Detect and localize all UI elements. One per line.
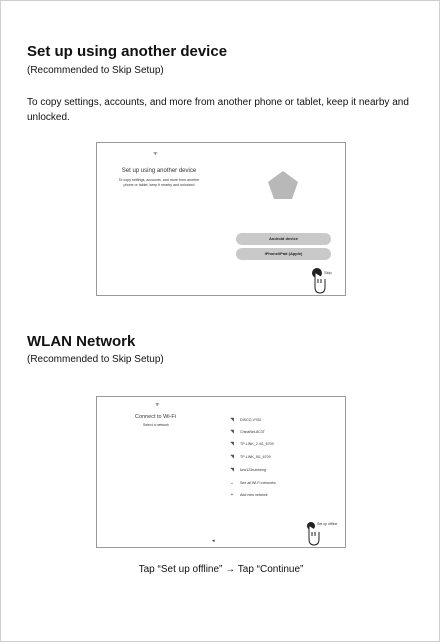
network-item[interactable]: ◥ DISCO-VY52: [228, 417, 261, 423]
wifi-lock-icon: ◥: [230, 429, 234, 435]
screenshot-wifi: [96, 396, 346, 548]
section2-title: WLAN Network: [27, 333, 136, 350]
wifi-icon: ᯤ: [155, 402, 160, 408]
section1-description: To copy settings, accounts, and more from another phone or tablet, keep it nearby and unlocked.: [27, 97, 409, 123]
plus-icon: +: [230, 492, 234, 498]
instruction-caption: Tap “Set up offline” → Tap “Continue”: [138, 564, 304, 575]
select-network-label: Select a network: [143, 423, 169, 427]
android-device-button[interactable]: Android device: [236, 233, 331, 245]
hand-pointer-icon: [309, 267, 327, 295]
iphone-ipad-button[interactable]: iPhone/iPad (Apple): [236, 248, 331, 260]
skip-button[interactable]: Skip: [324, 270, 332, 275]
see-all-networks[interactable]: ⌄ See all Wi-Fi networks: [229, 480, 276, 486]
hand-pointer-icon: [303, 521, 321, 547]
back-icon[interactable]: ◂: [212, 538, 215, 544]
screen-body: To copy settings, accounts, and more from another phone or tablet, keep it nearby and unlocked: [118, 178, 200, 187]
set-up-offline-button[interactable]: Set up offline: [317, 522, 338, 526]
wifi-lock-icon: ◥: [230, 467, 234, 473]
wifi-lock-icon: ◥: [230, 441, 234, 447]
screenshot-setup-device: [96, 142, 346, 296]
chevron-down-icon: ⌄: [229, 480, 235, 486]
wifi-lock-icon: ◥: [230, 417, 234, 423]
network-item[interactable]: ◥ ChinaNet-8C3T: [228, 429, 265, 435]
network-item[interactable]: ◥ kzw123ruisheng: [228, 467, 266, 473]
pentagon-icon: [267, 170, 299, 200]
section1-title: Set up using another device: [27, 43, 228, 60]
wifi-lock-icon: ◥: [230, 454, 234, 460]
add-new-network[interactable]: + Add new network: [228, 492, 268, 498]
wifi-heading: Connect to Wi-Fi: [135, 414, 176, 420]
network-item[interactable]: ◥ TP-LINK_2.4G_6709: [228, 441, 274, 447]
screen-heading: Set up using another device: [121, 168, 197, 174]
section2-subtitle: (Recommended to Skip Setup): [27, 354, 164, 365]
section1-subtitle: (Recommended to Skip Setup): [27, 65, 164, 76]
wifi-icon: ᯤ: [153, 151, 158, 157]
network-item[interactable]: ◥ TP-LINK_5G_6709: [228, 454, 271, 460]
